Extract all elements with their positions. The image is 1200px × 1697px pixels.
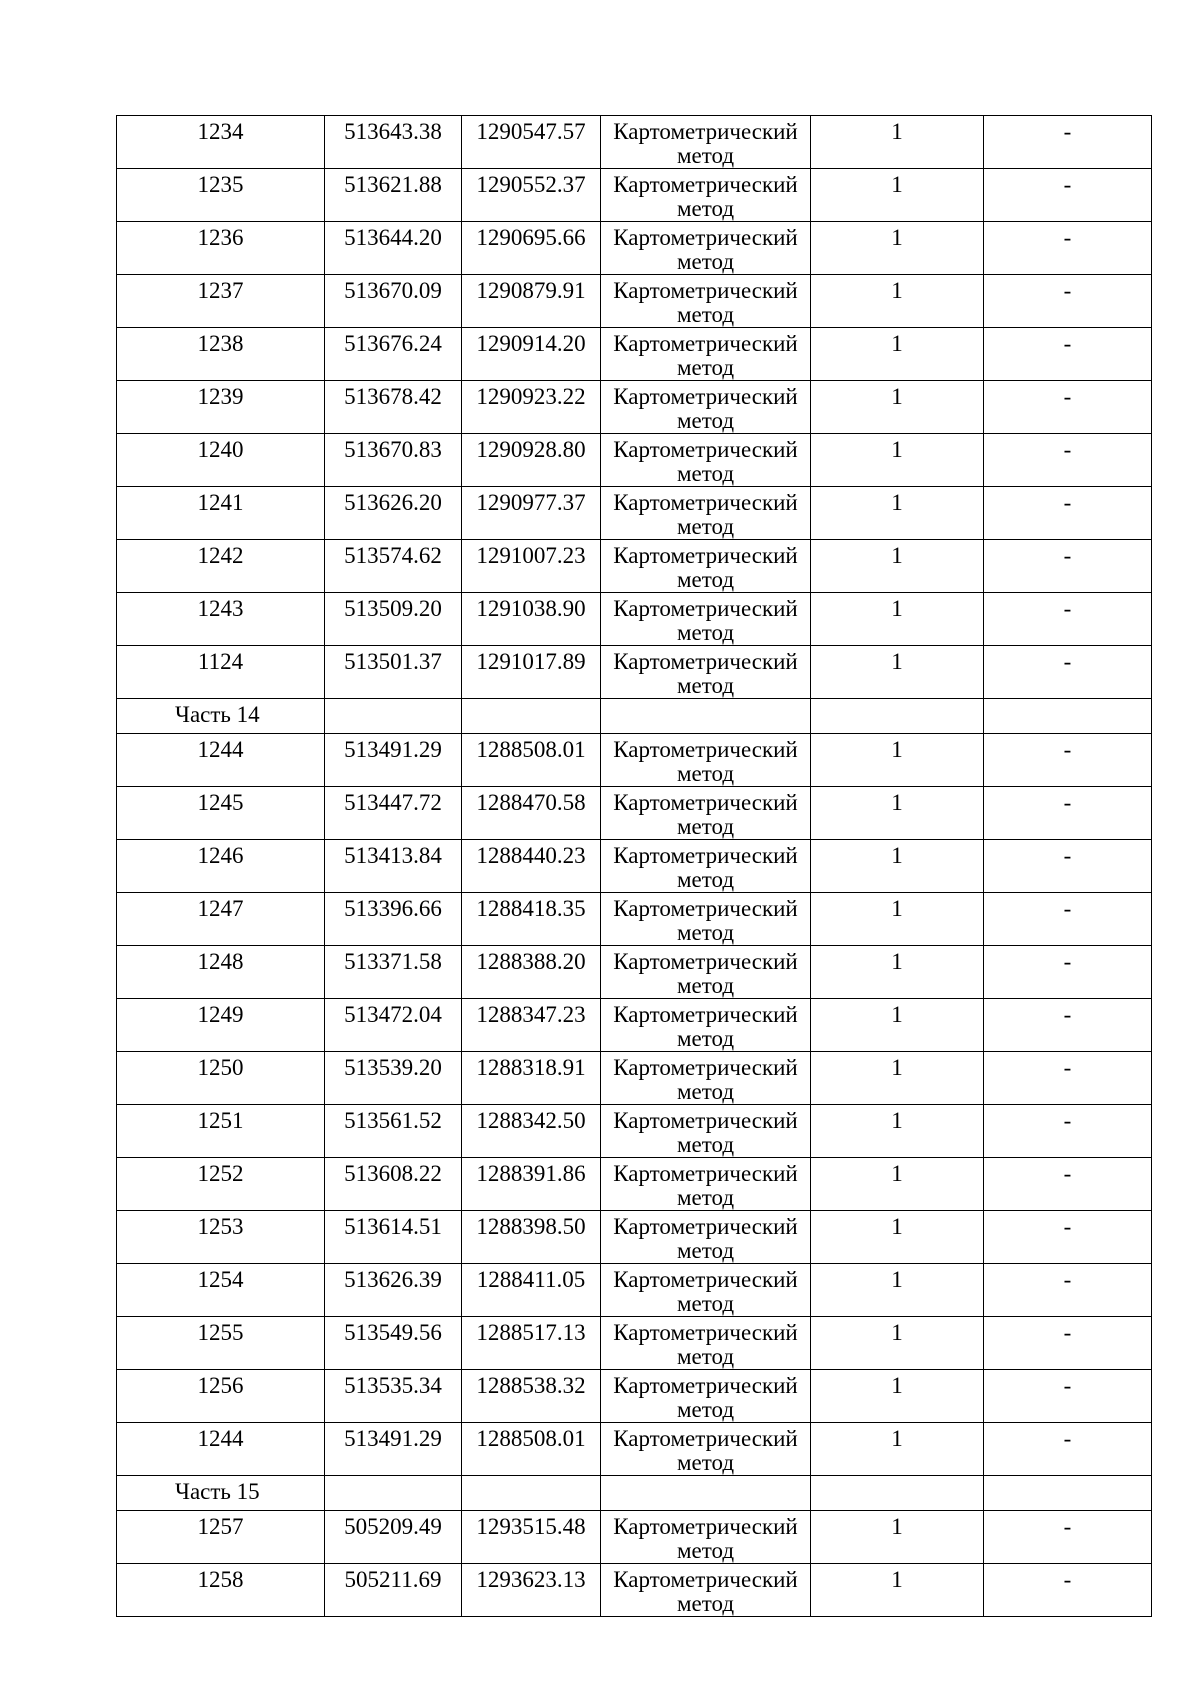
method-line-2: метод [676, 973, 735, 998]
method-cell [601, 328, 811, 381]
point-id-cell: 1251 [117, 1105, 325, 1158]
point-id-cell: 1239 [117, 381, 325, 434]
method-line-1: Картометрический [613, 278, 798, 303]
method-line-1: Картометрический [613, 437, 798, 462]
table-row [117, 1564, 1152, 1617]
y-coordinate-cell: 1288391.86 [462, 1158, 601, 1211]
method-line-2: метод [676, 249, 735, 274]
method-line-2: метод [676, 1344, 735, 1369]
accuracy-cell: 1 [811, 487, 984, 540]
accuracy-cell: 1 [811, 840, 984, 893]
table-body [117, 116, 1152, 1617]
method-line-1: Картометрический [613, 596, 798, 621]
point-id-cell: 1242 [117, 540, 325, 593]
method-line-1: Картометрический [613, 331, 798, 356]
method-cell [601, 1423, 811, 1476]
note-cell: - [984, 328, 1152, 381]
method-cell [601, 646, 811, 699]
x-coordinate-cell: 513371.58 [325, 946, 462, 999]
part-header-row [117, 699, 1152, 734]
method-line-1: Картометрический [613, 1002, 798, 1027]
method-line-1: Картометрический [613, 896, 798, 921]
x-coordinate-cell: 505211.69 [325, 1564, 462, 1617]
method-cell [601, 999, 811, 1052]
method-cell [601, 787, 811, 840]
y-coordinate-cell: 1288388.20 [462, 946, 601, 999]
method-cell [601, 381, 811, 434]
method-cell [601, 487, 811, 540]
empty-cell [601, 699, 811, 734]
note-cell: - [984, 540, 1152, 593]
x-coordinate-cell: 513539.20 [325, 1052, 462, 1105]
x-coordinate-cell: 513413.84 [325, 840, 462, 893]
method-line-2: метод [676, 1026, 735, 1051]
table-row [117, 381, 1152, 434]
note-cell: - [984, 116, 1152, 169]
x-coordinate-cell: 513643.38 [325, 116, 462, 169]
note-cell: - [984, 1511, 1152, 1564]
method-line-1: Картометрический [613, 119, 798, 144]
method-cell [601, 434, 811, 487]
accuracy-cell: 1 [811, 169, 984, 222]
accuracy-cell: 1 [811, 222, 984, 275]
method-line-2: метод [676, 1397, 735, 1422]
method-line-1: Картометрический [613, 1320, 798, 1345]
x-coordinate-cell: 513491.29 [325, 734, 462, 787]
x-coordinate-cell: 513678.42 [325, 381, 462, 434]
method-line-1: Картометрический [613, 384, 798, 409]
accuracy-cell: 1 [811, 275, 984, 328]
accuracy-cell: 1 [811, 1105, 984, 1158]
method-cell [601, 840, 811, 893]
table-row [117, 840, 1152, 893]
table-row [117, 116, 1152, 169]
point-id-cell: 1244 [117, 1423, 325, 1476]
point-id-cell: 1235 [117, 169, 325, 222]
table-row [117, 540, 1152, 593]
method-cell [601, 1564, 811, 1617]
y-coordinate-cell: 1290928.80 [462, 434, 601, 487]
table-row [117, 1423, 1152, 1476]
point-id-cell: 1258 [117, 1564, 325, 1617]
x-coordinate-cell: 505209.49 [325, 1511, 462, 1564]
note-cell: - [984, 275, 1152, 328]
note-cell: - [984, 434, 1152, 487]
point-id-cell: 1253 [117, 1211, 325, 1264]
accuracy-cell: 1 [811, 734, 984, 787]
x-coordinate-cell: 513501.37 [325, 646, 462, 699]
x-coordinate-cell: 513670.83 [325, 434, 462, 487]
table-row [117, 1317, 1152, 1370]
x-coordinate-cell: 513549.56 [325, 1317, 462, 1370]
point-id-cell: 1252 [117, 1158, 325, 1211]
y-coordinate-cell: 1288508.01 [462, 1423, 601, 1476]
x-coordinate-cell: 513396.66 [325, 893, 462, 946]
x-coordinate-cell: 513561.52 [325, 1105, 462, 1158]
method-cell [601, 540, 811, 593]
point-id-cell: 1246 [117, 840, 325, 893]
y-coordinate-cell: 1290923.22 [462, 381, 601, 434]
accuracy-cell: 1 [811, 999, 984, 1052]
accuracy-cell: 1 [811, 381, 984, 434]
method-line-1: Картометрический [613, 1267, 798, 1292]
point-id-cell: 1250 [117, 1052, 325, 1105]
y-coordinate-cell: 1291007.23 [462, 540, 601, 593]
table-row [117, 434, 1152, 487]
note-cell: - [984, 1105, 1152, 1158]
table-row [117, 646, 1152, 699]
note-cell: - [984, 1317, 1152, 1370]
x-coordinate-cell: 513535.34 [325, 1370, 462, 1423]
method-cell [601, 1370, 811, 1423]
note-cell: - [984, 999, 1152, 1052]
point-id-cell: 1245 [117, 787, 325, 840]
y-coordinate-cell: 1288398.50 [462, 1211, 601, 1264]
method-line-1: Картометрический [613, 790, 798, 815]
point-id-cell: 1247 [117, 893, 325, 946]
method-cell [601, 169, 811, 222]
accuracy-cell: 1 [811, 328, 984, 381]
point-id-cell: 1243 [117, 593, 325, 646]
empty-cell [984, 1476, 1152, 1511]
x-coordinate-cell: 513614.51 [325, 1211, 462, 1264]
point-id-cell: 1240 [117, 434, 325, 487]
method-line-1: Картометрический [613, 543, 798, 568]
x-coordinate-cell: 513509.20 [325, 593, 462, 646]
table-row [117, 893, 1152, 946]
method-line-2: метод [676, 514, 735, 539]
method-line-2: метод [676, 920, 735, 945]
y-coordinate-cell: 1290879.91 [462, 275, 601, 328]
y-coordinate-cell: 1288342.50 [462, 1105, 601, 1158]
accuracy-cell: 1 [811, 1158, 984, 1211]
point-id-cell: 1237 [117, 275, 325, 328]
y-coordinate-cell: 1290547.57 [462, 116, 601, 169]
method-line-1: Картометрический [613, 172, 798, 197]
table-row [117, 1511, 1152, 1564]
y-coordinate-cell: 1288508.01 [462, 734, 601, 787]
method-line-2: метод [676, 355, 735, 380]
note-cell: - [984, 946, 1152, 999]
method-cell [601, 1264, 811, 1317]
y-coordinate-cell: 1291017.89 [462, 646, 601, 699]
y-coordinate-cell: 1293515.48 [462, 1511, 601, 1564]
method-cell [601, 116, 811, 169]
method-line-2: метод [676, 1238, 735, 1263]
method-line-2: метод [676, 867, 735, 892]
method-line-1: Картометрический [613, 1373, 798, 1398]
method-line-2: метод [676, 1538, 735, 1563]
note-cell: - [984, 1564, 1152, 1617]
table-row [117, 1370, 1152, 1423]
accuracy-cell: 1 [811, 1564, 984, 1617]
accuracy-cell: 1 [811, 593, 984, 646]
x-coordinate-cell: 513621.88 [325, 169, 462, 222]
note-cell: - [984, 222, 1152, 275]
method-cell [601, 275, 811, 328]
accuracy-cell: 1 [811, 1211, 984, 1264]
method-cell [601, 1052, 811, 1105]
note-cell: - [984, 1264, 1152, 1317]
empty-cell [462, 1476, 601, 1511]
accuracy-cell: 1 [811, 116, 984, 169]
y-coordinate-cell: 1290552.37 [462, 169, 601, 222]
x-coordinate-cell: 513608.22 [325, 1158, 462, 1211]
x-coordinate-cell: 513472.04 [325, 999, 462, 1052]
method-line-1: Картометрический [613, 225, 798, 250]
part-label: Часть 14 [117, 699, 325, 734]
point-id-cell: 1236 [117, 222, 325, 275]
point-id-cell: 1238 [117, 328, 325, 381]
method-line-2: метод [676, 761, 735, 786]
table-row [117, 328, 1152, 381]
accuracy-cell: 1 [811, 1511, 984, 1564]
method-cell [601, 1511, 811, 1564]
x-coordinate-cell: 513670.09 [325, 275, 462, 328]
empty-cell [984, 699, 1152, 734]
table-row [117, 1158, 1152, 1211]
point-id-cell: 1256 [117, 1370, 325, 1423]
note-cell: - [984, 787, 1152, 840]
method-line-1: Картометрический [613, 1567, 798, 1592]
method-line-2: метод [676, 143, 735, 168]
note-cell: - [984, 893, 1152, 946]
note-cell: - [984, 1423, 1152, 1476]
y-coordinate-cell: 1290695.66 [462, 222, 601, 275]
table-row [117, 1264, 1152, 1317]
method-line-2: метод [676, 196, 735, 221]
method-cell [601, 1158, 811, 1211]
y-coordinate-cell: 1291038.90 [462, 593, 601, 646]
empty-cell [811, 1476, 984, 1511]
part-header-row [117, 1476, 1152, 1511]
x-coordinate-cell: 513574.62 [325, 540, 462, 593]
method-line-2: метод [676, 620, 735, 645]
x-coordinate-cell: 513626.20 [325, 487, 462, 540]
method-line-1: Картометрический [613, 737, 798, 762]
method-line-2: метод [676, 567, 735, 592]
point-id-cell: 1244 [117, 734, 325, 787]
method-cell [601, 893, 811, 946]
method-cell [601, 734, 811, 787]
accuracy-cell: 1 [811, 540, 984, 593]
method-line-2: метод [676, 1079, 735, 1104]
method-line-1: Картометрический [613, 1108, 798, 1133]
table-row [117, 169, 1152, 222]
method-line-2: метод [676, 1591, 735, 1616]
method-line-1: Картометрический [613, 1514, 798, 1539]
method-cell [601, 1317, 811, 1370]
accuracy-cell: 1 [811, 1423, 984, 1476]
method-line-2: метод [676, 1185, 735, 1210]
note-cell: - [984, 646, 1152, 699]
method-line-1: Картометрический [613, 1426, 798, 1451]
y-coordinate-cell: 1288470.58 [462, 787, 601, 840]
x-coordinate-cell: 513676.24 [325, 328, 462, 381]
method-line-2: метод [676, 302, 735, 327]
point-id-cell: 1124 [117, 646, 325, 699]
accuracy-cell: 1 [811, 946, 984, 999]
table-row [117, 946, 1152, 999]
method-line-1: Картометрический [613, 1214, 798, 1239]
x-coordinate-cell: 513491.29 [325, 1423, 462, 1476]
note-cell: - [984, 1052, 1152, 1105]
point-id-cell: 1257 [117, 1511, 325, 1564]
empty-cell [462, 699, 601, 734]
point-id-cell: 1249 [117, 999, 325, 1052]
method-cell [601, 1105, 811, 1158]
note-cell: - [984, 1158, 1152, 1211]
empty-cell [325, 1476, 462, 1511]
empty-cell [811, 699, 984, 734]
y-coordinate-cell: 1288418.35 [462, 893, 601, 946]
note-cell: - [984, 734, 1152, 787]
note-cell: - [984, 840, 1152, 893]
note-cell: - [984, 1211, 1152, 1264]
empty-cell [325, 699, 462, 734]
point-id-cell: 1255 [117, 1317, 325, 1370]
y-coordinate-cell: 1290914.20 [462, 328, 601, 381]
table-row [117, 1105, 1152, 1158]
x-coordinate-cell: 513626.39 [325, 1264, 462, 1317]
method-line-1: Картометрический [613, 1161, 798, 1186]
method-line-2: метод [676, 814, 735, 839]
x-coordinate-cell: 513447.72 [325, 787, 462, 840]
accuracy-cell: 1 [811, 787, 984, 840]
accuracy-cell: 1 [811, 893, 984, 946]
method-cell [601, 1211, 811, 1264]
table-row [117, 593, 1152, 646]
method-line-1: Картометрический [613, 649, 798, 674]
y-coordinate-cell: 1293623.13 [462, 1564, 601, 1617]
coordinates-table [116, 115, 1152, 1617]
table-row [117, 787, 1152, 840]
accuracy-cell: 1 [811, 1317, 984, 1370]
method-cell [601, 222, 811, 275]
method-line-2: метод [676, 1132, 735, 1157]
accuracy-cell: 1 [811, 1052, 984, 1105]
method-line-2: метод [676, 461, 735, 486]
method-cell [601, 593, 811, 646]
table-row [117, 999, 1152, 1052]
y-coordinate-cell: 1288538.32 [462, 1370, 601, 1423]
note-cell: - [984, 487, 1152, 540]
point-id-cell: 1241 [117, 487, 325, 540]
table-row [117, 1052, 1152, 1105]
method-line-1: Картометрический [613, 949, 798, 974]
table-row [117, 222, 1152, 275]
accuracy-cell: 1 [811, 1264, 984, 1317]
method-line-2: метод [676, 1291, 735, 1316]
y-coordinate-cell: 1288517.13 [462, 1317, 601, 1370]
method-line-1: Картометрический [613, 490, 798, 515]
part-label: Часть 15 [117, 1476, 325, 1511]
point-id-cell: 1254 [117, 1264, 325, 1317]
method-line-2: метод [676, 673, 735, 698]
method-cell [601, 946, 811, 999]
empty-cell [601, 1476, 811, 1511]
method-line-2: метод [676, 1450, 735, 1475]
y-coordinate-cell: 1288440.23 [462, 840, 601, 893]
method-line-1: Картометрический [613, 1055, 798, 1080]
table-row [117, 487, 1152, 540]
y-coordinate-cell: 1288411.05 [462, 1264, 601, 1317]
point-id-cell: 1234 [117, 116, 325, 169]
accuracy-cell: 1 [811, 434, 984, 487]
table-row [117, 275, 1152, 328]
note-cell: - [984, 1370, 1152, 1423]
method-line-1: Картометрический [613, 843, 798, 868]
point-id-cell: 1248 [117, 946, 325, 999]
method-line-2: метод [676, 408, 735, 433]
y-coordinate-cell: 1288318.91 [462, 1052, 601, 1105]
note-cell: - [984, 381, 1152, 434]
note-cell: - [984, 169, 1152, 222]
table-row [117, 1211, 1152, 1264]
y-coordinate-cell: 1288347.23 [462, 999, 601, 1052]
y-coordinate-cell: 1290977.37 [462, 487, 601, 540]
note-cell: - [984, 593, 1152, 646]
x-coordinate-cell: 513644.20 [325, 222, 462, 275]
accuracy-cell: 1 [811, 646, 984, 699]
accuracy-cell: 1 [811, 1370, 984, 1423]
table-row [117, 734, 1152, 787]
